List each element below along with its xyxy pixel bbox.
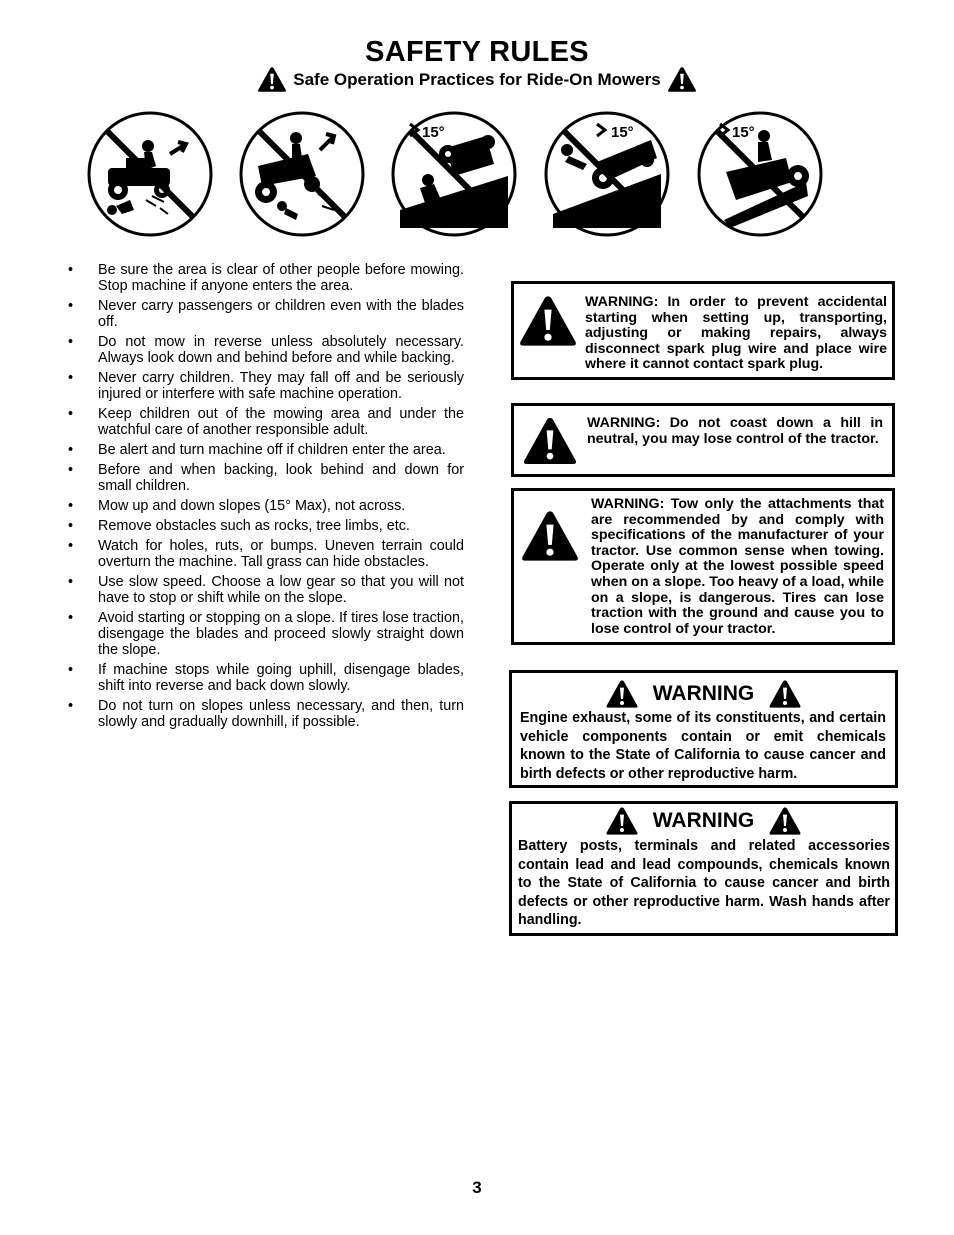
warning-triangle-icon — [768, 806, 802, 836]
bullet-marker: • — [68, 298, 74, 314]
list-item — [68, 698, 464, 730]
safety-bullet-list — [68, 262, 464, 734]
warning-triangle-icon — [605, 806, 639, 836]
warning-box-towing — [511, 488, 895, 645]
bullet-marker: • — [68, 370, 74, 386]
list-item — [68, 334, 464, 366]
bullet-text: Before and when backing, look behind and down for small children. — [98, 462, 464, 494]
warning-triangle-icon — [605, 679, 639, 709]
bullet-marker: • — [68, 538, 74, 554]
warning-triangle-icon — [518, 292, 578, 350]
list-item — [68, 574, 464, 606]
pictogram-row — [0, 110, 954, 240]
bullet-marker: • — [68, 262, 74, 278]
warning-text: WARNING: Tow only the attachments that are recommended by and comply with specifications of the manufacturer of your tractor. Use common sense when towing. Operate only at the lowest possible speed when on a slope. Too heavy of a load, while on a slope, is dangerous. Tires can lose traction with the ground and cause you to lose control of your tractor. — [591, 496, 884, 637]
bullet-text: Do not turn on slopes unless necessary, and then, turn slowly and gradually downhill, if possible. — [98, 698, 464, 730]
list-item — [68, 442, 464, 458]
bullet-marker: • — [68, 698, 74, 714]
side-tip-slope-icon — [696, 110, 824, 238]
warning-heading-text: WARNING — [652, 809, 755, 832]
bullet-text: Avoid starting or stopping on a slope. If tires lose traction, disengage the blades and proceed slowly straight down the slope. — [98, 610, 464, 658]
bullet-marker: • — [68, 498, 74, 514]
california-warning-exhaust — [509, 670, 898, 788]
warning-triangle-icon — [768, 679, 802, 709]
pictogram-label: 15° — [422, 124, 445, 141]
warning-box-coast-hill — [511, 403, 895, 477]
bullet-text: Use slow speed. Choose a low gear so that you will not have to stop or shift while on the slope. — [98, 574, 464, 606]
warning-triangle-icon — [667, 66, 697, 93]
bullet-text: If machine stops while going uphill, disengage blades, shift into reverse and back down slowly. — [98, 662, 464, 694]
bullet-marker: • — [68, 662, 74, 678]
list-item — [68, 298, 464, 330]
no-passengers-icon — [238, 110, 366, 238]
warning-heading — [512, 806, 895, 836]
bullet-text: Be alert and turn machine off if children enter the area. — [98, 442, 446, 458]
pictogram-label: 15° — [611, 124, 634, 141]
list-item — [68, 662, 464, 694]
page-title: SAFETY RULES — [365, 36, 589, 68]
pictogram-label: 15° — [732, 124, 755, 141]
warning-box-spark-plug — [511, 281, 895, 380]
warning-text: WARNING: Do not coast down a hill in neutral, you may lose control of the tractor. — [587, 415, 883, 447]
no-running-over-children-icon — [86, 110, 214, 238]
backward-flip-slope-icon — [543, 110, 671, 238]
bullet-marker: • — [68, 442, 74, 458]
warning-triangle-icon — [522, 411, 578, 471]
bullet-text: Remove obstacles such as rocks, tree limbs, etc. — [98, 518, 410, 534]
list-item — [68, 462, 464, 494]
bullet-marker: • — [68, 610, 74, 626]
list-item — [68, 370, 464, 402]
bullet-text: Keep children out of the mowing area and under the watchful care of another responsible adult. — [98, 406, 464, 438]
warning-heading — [512, 679, 895, 709]
bullet-text: Do not mow in reverse unless absolutely necessary. Always look down and behind before and while backing. — [98, 334, 464, 366]
list-item — [68, 262, 464, 294]
california-warning-battery — [509, 801, 898, 936]
subtitle-text: Safe Operation Practices for Ride-On Mowers — [293, 69, 661, 89]
bullet-marker: • — [68, 462, 74, 478]
list-item — [68, 538, 464, 570]
bullet-marker: • — [68, 574, 74, 590]
tip-over-slope-icon — [390, 110, 518, 238]
page-number: 3 — [472, 1178, 482, 1197]
bullet-text: Mow up and down slopes (15° Max), not across. — [98, 498, 406, 514]
warning-text: Engine exhaust, some of its constituents, and certain vehicle components contain or emit chemicals known to the State of California to cause cancer and birth defects or other reproductive harm. — [520, 710, 886, 782]
warning-triangle-icon — [520, 505, 580, 567]
bullet-marker: • — [68, 518, 74, 534]
bullet-text: Never carry passengers or children even with the blades off. — [98, 298, 464, 330]
list-item — [68, 610, 464, 658]
warning-heading-text: WARNING — [652, 682, 755, 705]
warning-text: Battery posts, terminals and related accessories contain lead and lead compounds, chemicals known to the State of California to cause cancer and birth defects or other reproductive harm. Wash hands after handling. — [518, 838, 890, 929]
bullet-text: Never carry children. They may fall off and be seriously injured or interfere with safe machine operation. — [98, 370, 464, 402]
bullet-text: Watch for holes, ruts, or bumps. Uneven terrain could overturn the machine. Tall grass can hide obstacles. — [98, 538, 464, 570]
bullet-marker: • — [68, 406, 74, 422]
warning-triangle-icon — [257, 66, 287, 93]
warning-text: WARNING: In order to prevent accidental starting when setting up, transporting, adjusting or making repairs, always disconnect spark plug wire and place wire where it cannot contact spark plug. — [585, 294, 887, 373]
page-subtitle — [0, 66, 954, 93]
list-item — [68, 498, 464, 514]
bullet-marker: • — [68, 334, 74, 350]
list-item — [68, 518, 464, 534]
bullet-text: Be sure the area is clear of other people before mowing. Stop machine if anyone enters the area. — [98, 262, 464, 294]
list-item — [68, 406, 464, 438]
